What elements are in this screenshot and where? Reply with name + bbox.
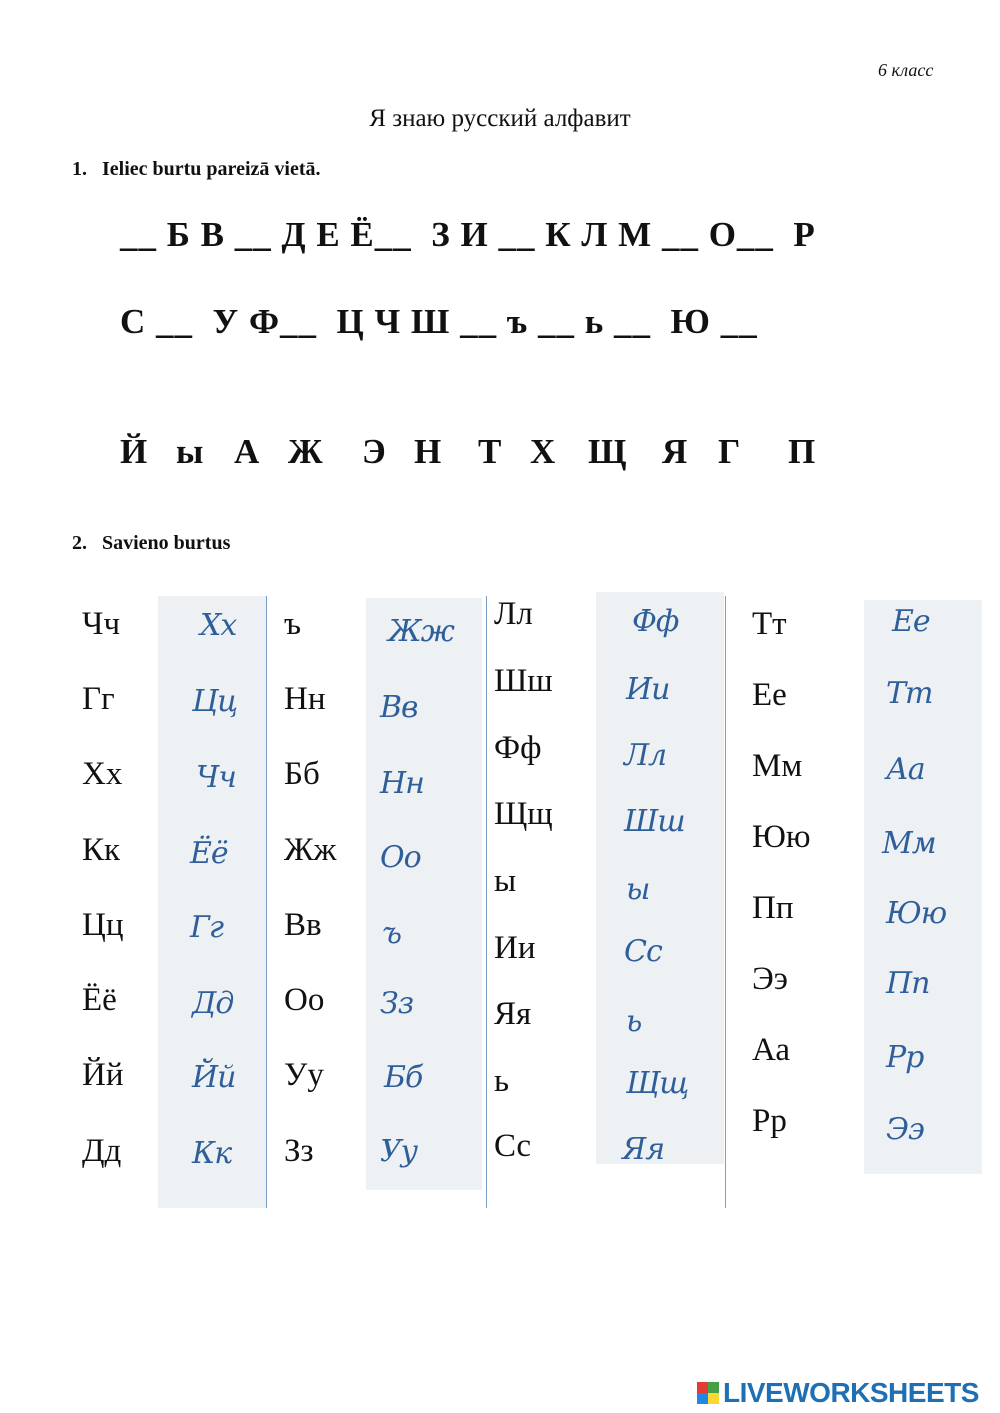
alphabet-row-2: С __ У Ф__ Ц Ч Ш __ ъ __ ь __ Ю __ bbox=[120, 302, 758, 341]
printed-letter[interactable]: Оо bbox=[284, 982, 325, 1018]
printed-letter[interactable]: Нн bbox=[284, 681, 326, 717]
cursive-letter[interactable]: Пп bbox=[886, 966, 930, 1001]
printed-letter[interactable]: ь bbox=[494, 1063, 510, 1099]
printed-letter[interactable]: Шш bbox=[494, 663, 553, 699]
cursive-letter[interactable]: Вв bbox=[380, 690, 418, 725]
cursive-letter[interactable]: Мм bbox=[882, 826, 936, 861]
cursive-letter[interactable]: Щщ bbox=[626, 1066, 689, 1101]
logo-squares-icon bbox=[697, 1382, 719, 1404]
cursive-letter[interactable]: Дд bbox=[192, 986, 234, 1021]
cursive-letter[interactable]: Нн bbox=[380, 766, 424, 801]
option-letter[interactable]: Я bbox=[662, 432, 688, 471]
printed-letter[interactable]: Фф bbox=[494, 730, 542, 766]
alphabet-row-1: __ Б В __ Д Е Ё__ З И __ К Л М __ О__ Р bbox=[120, 215, 816, 254]
option-letter[interactable]: Й bbox=[120, 432, 148, 471]
cursive-letter[interactable]: Хх bbox=[200, 608, 237, 643]
option-letter[interactable]: Х bbox=[530, 432, 556, 471]
cursive-letter[interactable]: Кк bbox=[192, 1136, 232, 1171]
cursive-letter[interactable]: Уу bbox=[380, 1134, 418, 1169]
printed-letter[interactable]: Жж bbox=[284, 832, 337, 868]
printed-letter[interactable]: Яя bbox=[494, 996, 532, 1032]
cursive-letter[interactable]: ь bbox=[626, 1004, 642, 1039]
liveworksheets-logo bbox=[697, 1378, 979, 1408]
column-divider bbox=[725, 596, 726, 1208]
column-divider bbox=[266, 596, 267, 1208]
option-letter[interactable]: А bbox=[234, 432, 260, 471]
printed-letter[interactable]: Тт bbox=[752, 606, 787, 642]
column-divider bbox=[486, 596, 487, 1208]
option-letter[interactable]: Т bbox=[478, 432, 502, 471]
cursive-letter[interactable]: Фф bbox=[632, 604, 679, 639]
cursive-letter[interactable]: Ээ bbox=[886, 1112, 924, 1147]
printed-letter[interactable]: Ээ bbox=[752, 961, 788, 997]
printed-letter[interactable]: ъ bbox=[284, 606, 302, 642]
task1-instruction: Ieliec burtu pareizā vietā. bbox=[102, 158, 321, 180]
cursive-letter[interactable]: Ёё bbox=[190, 836, 228, 871]
printed-letter[interactable]: Ее bbox=[752, 677, 787, 713]
cursive-letter[interactable]: Зз bbox=[380, 986, 414, 1021]
task2-number: 2. bbox=[72, 532, 87, 554]
option-letter[interactable]: Н bbox=[414, 432, 442, 471]
cursive-letter[interactable]: Яя bbox=[622, 1132, 665, 1167]
printed-letter[interactable]: Пп bbox=[752, 890, 794, 926]
cursive-panel bbox=[366, 598, 482, 1190]
cursive-letter[interactable]: Юю bbox=[886, 896, 947, 931]
printed-letter[interactable]: Щщ bbox=[494, 796, 553, 832]
logo-square bbox=[697, 1382, 708, 1393]
page-title: Я знаю русский алфавит bbox=[369, 105, 631, 132]
task2-instruction: Savieno burtus bbox=[102, 532, 231, 554]
option-letter[interactable]: Г bbox=[718, 432, 741, 471]
cursive-letter[interactable]: Рр bbox=[886, 1040, 924, 1075]
printed-letter[interactable]: Кк bbox=[82, 832, 121, 868]
logo-square bbox=[708, 1393, 719, 1404]
cursive-letter[interactable]: Цц bbox=[192, 684, 238, 719]
printed-letter[interactable]: Вв bbox=[284, 907, 322, 943]
printed-letter[interactable]: Зз bbox=[284, 1133, 314, 1169]
grade-label: 6 класс bbox=[878, 60, 934, 80]
printed-letter[interactable]: Гг bbox=[82, 681, 115, 717]
printed-letter[interactable]: Йй bbox=[82, 1057, 124, 1093]
cursive-letter[interactable]: ъ bbox=[382, 916, 401, 951]
printed-letter[interactable]: Чч bbox=[82, 606, 121, 642]
cursive-letter[interactable]: Лл bbox=[624, 738, 667, 773]
cursive-letter[interactable]: Оо bbox=[380, 840, 421, 875]
cursive-letter[interactable]: Жж bbox=[388, 614, 454, 649]
cursive-letter[interactable]: Тт bbox=[886, 676, 933, 711]
cursive-letter[interactable]: Ии bbox=[626, 672, 670, 707]
printed-letter[interactable]: Рр bbox=[752, 1103, 787, 1139]
printed-letter[interactable]: Хх bbox=[82, 756, 123, 792]
cursive-letter[interactable]: Сс bbox=[624, 934, 662, 969]
printed-letter[interactable]: Мм bbox=[752, 748, 803, 784]
printed-letter[interactable]: Аа bbox=[752, 1032, 791, 1068]
task1-number: 1. bbox=[72, 158, 87, 180]
cursive-letter[interactable]: Шш bbox=[624, 804, 685, 839]
printed-letter[interactable]: Лл bbox=[494, 596, 533, 632]
printed-letter[interactable]: Ёё bbox=[82, 982, 117, 1018]
logo-square bbox=[708, 1382, 719, 1393]
cursive-letter[interactable]: Чч bbox=[196, 760, 236, 795]
cursive-letter[interactable]: Аа bbox=[886, 752, 925, 787]
option-letter[interactable]: Ж bbox=[288, 432, 323, 471]
logo-text: LIVEWORKSHEETS bbox=[723, 1377, 979, 1408]
cursive-letter[interactable]: Йй bbox=[192, 1060, 236, 1095]
task1-heading bbox=[72, 158, 320, 181]
printed-letter[interactable]: Сс bbox=[494, 1128, 532, 1164]
cursive-letter[interactable]: Гг bbox=[190, 910, 224, 945]
cursive-letter[interactable]: ы bbox=[626, 872, 650, 907]
option-letter[interactable]: Щ bbox=[588, 432, 627, 471]
task2-heading bbox=[72, 532, 230, 555]
logo-square bbox=[697, 1393, 708, 1404]
printed-letter[interactable]: Ии bbox=[494, 930, 536, 966]
cursive-letter[interactable]: Бб bbox=[384, 1060, 423, 1095]
cursive-letter[interactable]: Ее bbox=[892, 604, 930, 639]
option-letter[interactable]: П bbox=[788, 432, 816, 471]
option-letter[interactable]: ы bbox=[176, 432, 204, 471]
printed-letter[interactable]: Дд bbox=[82, 1133, 122, 1169]
option-letter[interactable]: Э bbox=[362, 432, 386, 471]
printed-letter[interactable]: Бб bbox=[284, 756, 320, 792]
printed-letter[interactable]: ы bbox=[494, 863, 517, 899]
printed-letter[interactable]: Уу bbox=[284, 1057, 324, 1093]
printed-letter[interactable]: Юю bbox=[752, 819, 811, 855]
printed-letter[interactable]: Цц bbox=[82, 907, 124, 943]
